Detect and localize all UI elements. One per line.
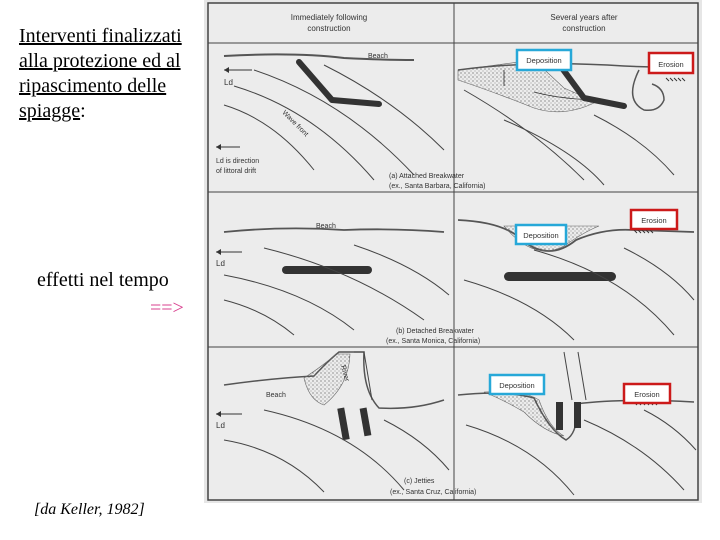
beach-label: Beach — [316, 223, 336, 230]
ld-label: Ld — [216, 421, 225, 430]
breakwater-figure — [204, 0, 702, 503]
source-credit: [da Keller, 1982] — [34, 501, 145, 518]
caption-b-1: (b) Detached Breakwater — [396, 328, 474, 335]
col-right-header-2: construction — [562, 24, 606, 33]
ld-note-1: Ld is direction — [216, 158, 260, 165]
erosion-label: Erosion — [658, 60, 684, 69]
deposition-label: Deposition — [526, 56, 562, 65]
erosion-label: Erosion — [641, 216, 667, 225]
title-colon: : — [80, 100, 86, 122]
col-right-header-1: Several years after — [550, 13, 618, 22]
caption-c-1: (c) Jetties — [404, 478, 435, 485]
title-text: Interventi finalizzati alla protezione ed al ripascimento delle — [19, 25, 182, 97]
figure-frame — [208, 3, 698, 500]
caption-b-2: (ex., Santa Monica, California) — [386, 338, 481, 345]
jetty — [574, 402, 581, 428]
caption-a-2: (ex., Santa Barbara, California) — [389, 183, 486, 190]
ld-label: Ld — [224, 78, 233, 87]
caption-c-2: (ex., Santa Cruz, California) — [390, 489, 477, 496]
effects-label: effetti nel tempo — [37, 269, 169, 291]
double-arrow-icon: ==> — [150, 297, 184, 319]
deposition-label: Deposition — [523, 231, 559, 240]
detached-breakwater — [504, 272, 616, 281]
col-left-header-1: Immediately following — [290, 13, 368, 22]
col-left-header-2: construction — [307, 24, 351, 33]
beach-label: Beach — [368, 53, 388, 60]
caption-a-1: (a) Attached Breakwater — [389, 173, 465, 180]
wave-front-label: Wave front — [280, 109, 310, 139]
deposition-label: Deposition — [499, 381, 535, 390]
ld-label: Ld — [216, 259, 225, 268]
slide-title — [19, 24, 194, 124]
jetty — [556, 402, 563, 430]
detached-breakwater — [282, 266, 372, 274]
ld-note-2: of littoral drift — [216, 168, 257, 175]
beach-label: Beach — [266, 392, 286, 399]
title-text-spiagge: spiagge — [19, 100, 81, 122]
erosion-label: Erosion — [634, 390, 660, 399]
river-label: River — [339, 364, 351, 383]
